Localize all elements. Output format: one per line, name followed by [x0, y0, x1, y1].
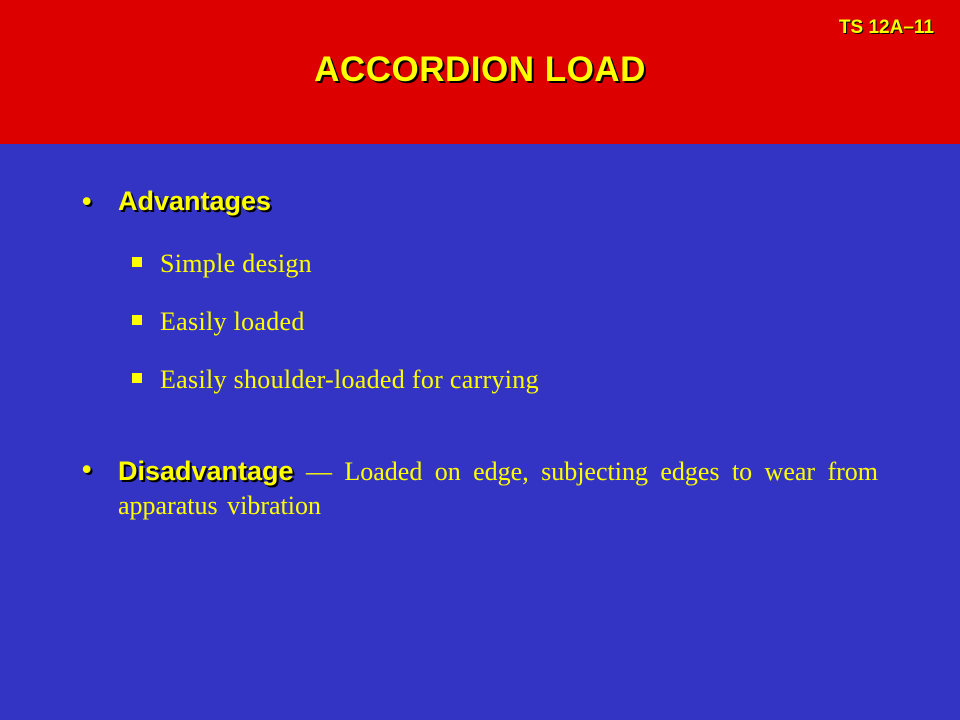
square-bullet-icon: [132, 257, 142, 267]
advantage-item-text: Simple design: [160, 249, 312, 278]
advantage-item-text: Easily shoulder-loaded for carrying: [160, 365, 539, 394]
square-bullet-icon: [132, 315, 142, 325]
disadvantage-text-block: [118, 454, 878, 523]
square-bullet-icon: [132, 373, 142, 383]
advantage-item-text: Easily loaded: [160, 307, 305, 336]
slide-title: ACCORDION LOAD: [314, 50, 646, 89]
slide-id: TS 12A–11: [838, 17, 934, 38]
bullet-icon: •: [82, 186, 92, 216]
header-band: [0, 0, 960, 144]
disadvantage-label: Disadvantage: [118, 456, 294, 486]
bullet-icon: •: [82, 454, 92, 484]
disadvantage-text: Loaded on edge, subjecting edges to wear from apparatus vibration: [118, 457, 879, 520]
advantages-label: Advantages: [118, 186, 272, 216]
em-dash-separator: —: [293, 457, 345, 486]
